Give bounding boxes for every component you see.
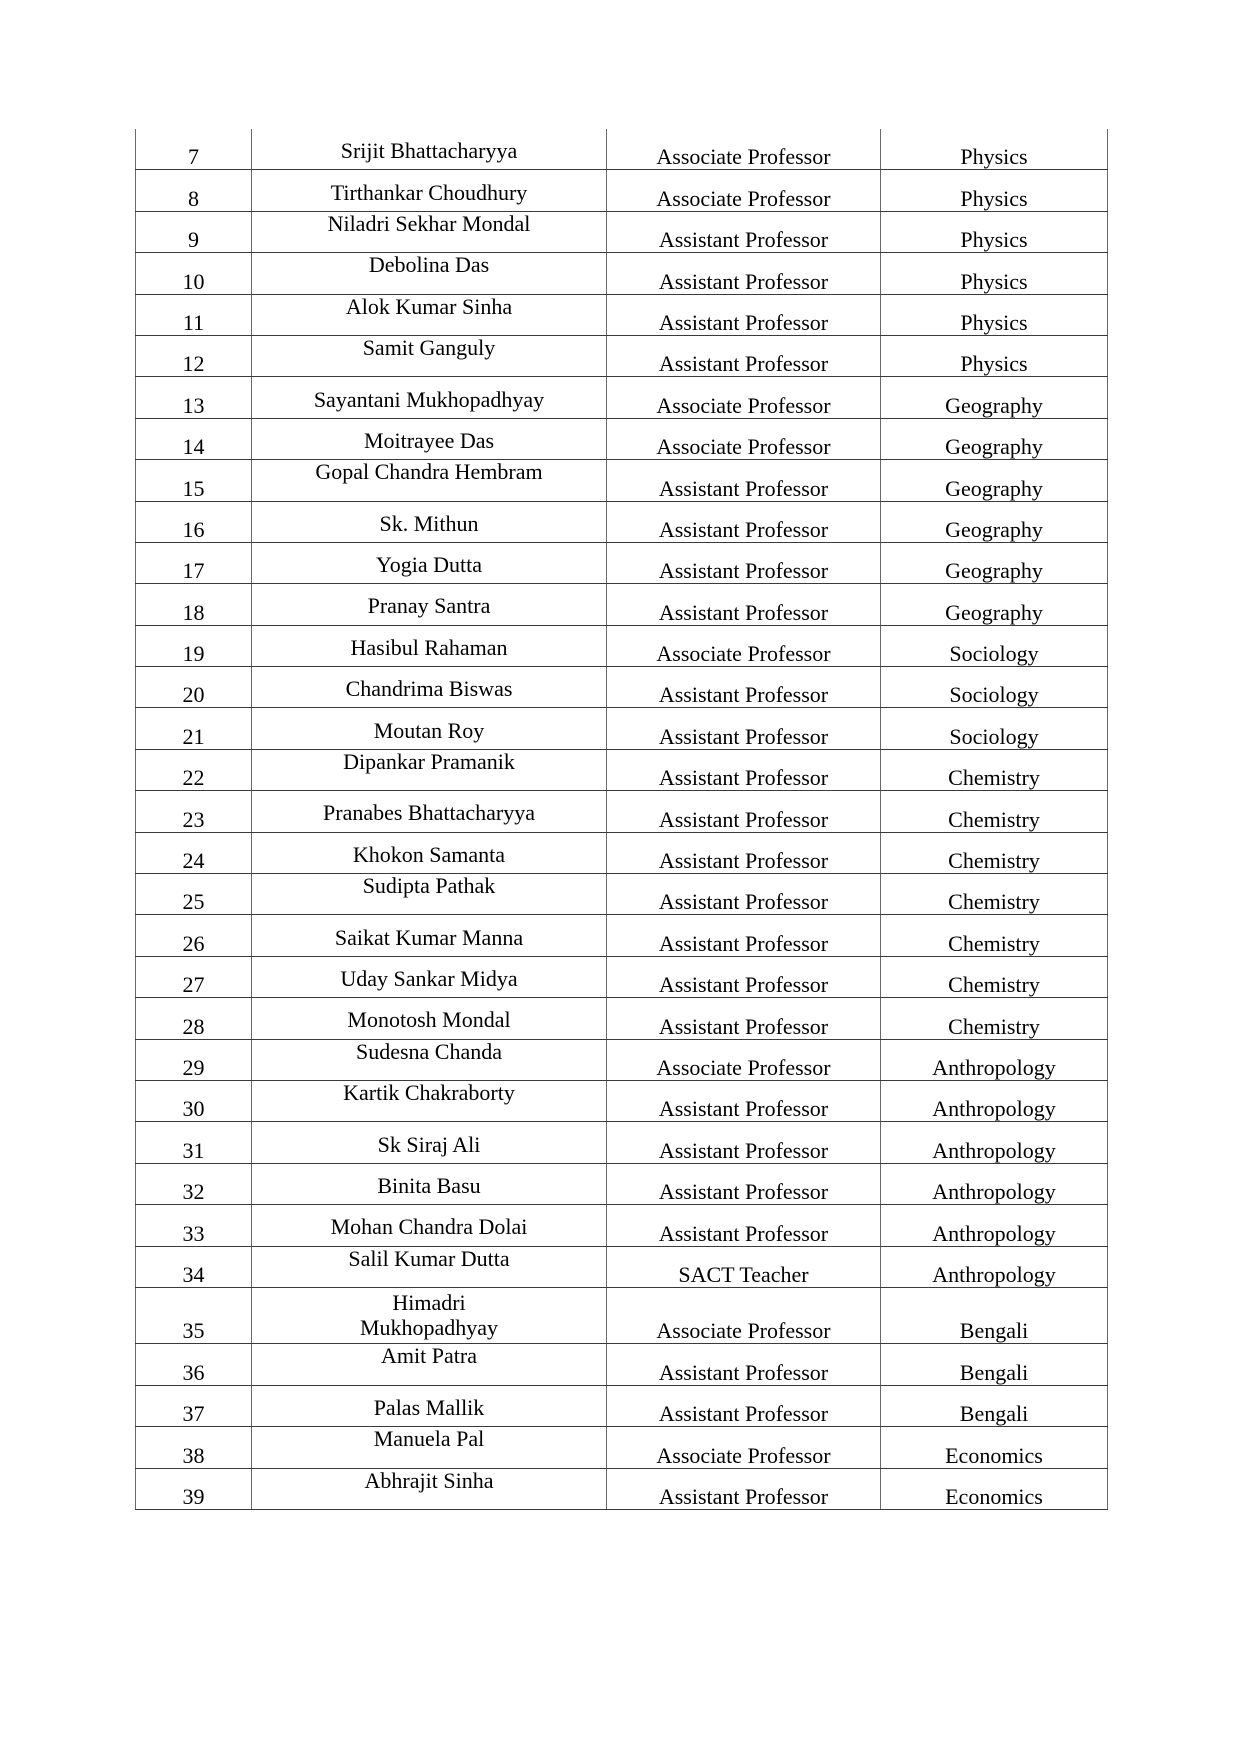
table-row xyxy=(136,749,1108,790)
designation-text: Assistant Professor xyxy=(658,599,829,625)
serial-number-text: 39 xyxy=(182,1484,205,1509)
table-row xyxy=(136,1385,1108,1426)
department-cell xyxy=(881,377,1108,418)
designation-cell xyxy=(607,584,881,625)
table-row xyxy=(136,915,1108,956)
department-text: Geography xyxy=(945,392,1043,418)
name-cell xyxy=(252,1468,607,1509)
department-text: Geography xyxy=(945,434,1043,460)
serial-number-text: 26 xyxy=(182,930,205,956)
designation-cell xyxy=(607,956,881,997)
name-cell xyxy=(252,832,607,873)
designation-cell xyxy=(607,708,881,749)
serial-number-text: 38 xyxy=(182,1442,205,1468)
designation-text: Assistant Professor xyxy=(658,848,829,874)
name-text: Tirthankar Choudhury xyxy=(330,179,528,205)
name-text: Hasibul Rahaman xyxy=(350,634,508,660)
designation-cell xyxy=(607,1427,881,1468)
designation-text: Assistant Professor xyxy=(658,765,829,791)
designation-cell xyxy=(607,377,881,418)
department-cell xyxy=(881,253,1108,294)
designation-cell xyxy=(607,129,881,170)
designation-cell xyxy=(607,335,881,376)
serial-number-cell xyxy=(136,501,252,542)
serial-number-text: 28 xyxy=(182,1013,205,1039)
name-cell xyxy=(252,1122,607,1163)
name-cell xyxy=(252,294,607,335)
designation-cell xyxy=(607,418,881,459)
serial-number-text: 34 xyxy=(182,1261,205,1287)
designation-cell xyxy=(607,211,881,252)
designation-text: Assistant Professor xyxy=(658,682,829,708)
table-row xyxy=(136,1246,1108,1287)
department-text: Geography xyxy=(945,516,1043,542)
name-cell xyxy=(252,874,607,915)
name-cell xyxy=(252,749,607,790)
department-cell xyxy=(881,335,1108,376)
designation-text: Associate Professor xyxy=(656,185,831,211)
serial-number-text: 10 xyxy=(182,268,205,294)
designation-cell xyxy=(607,501,881,542)
table-row xyxy=(136,1344,1108,1385)
designation-text: Assistant Professor xyxy=(658,889,829,915)
designation-text: Assistant Professor xyxy=(658,1013,829,1039)
serial-number-text: 23 xyxy=(182,806,205,832)
serial-number-text: 30 xyxy=(182,1096,205,1122)
department-cell xyxy=(881,542,1108,583)
department-text: Chemistry xyxy=(948,765,1040,791)
designation-text: Assistant Professor xyxy=(658,1096,829,1122)
serial-number-text: 12 xyxy=(182,351,205,377)
designation-cell xyxy=(607,874,881,915)
department-cell xyxy=(881,294,1108,335)
designation-cell xyxy=(607,625,881,666)
designation-text: Associate Professor xyxy=(656,392,831,418)
name-cell xyxy=(252,1080,607,1121)
department-cell xyxy=(881,1080,1108,1121)
department-text: Anthropology xyxy=(932,1179,1056,1205)
name-text: Chandrima Biswas xyxy=(345,676,513,702)
table-row xyxy=(136,1163,1108,1204)
designation-text: Assistant Professor xyxy=(658,723,829,749)
serial-number-cell xyxy=(136,253,252,294)
name-cell xyxy=(252,501,607,542)
designation-cell xyxy=(607,253,881,294)
name-text: Yogia Dutta xyxy=(376,552,482,578)
serial-number-cell xyxy=(136,832,252,873)
designation-cell xyxy=(607,791,881,832)
name-cell xyxy=(252,1163,607,1204)
department-text: Geography xyxy=(945,599,1043,625)
department-text: Physics xyxy=(960,227,1028,253)
designation-text: SACT Teacher xyxy=(678,1261,809,1287)
department-cell xyxy=(881,874,1108,915)
serial-number-cell xyxy=(136,1468,252,1509)
table-row xyxy=(136,1122,1108,1163)
name-cell xyxy=(252,1205,607,1246)
name-text: Amit Patra xyxy=(381,1343,477,1369)
department-cell xyxy=(881,1427,1108,1468)
serial-number-cell xyxy=(136,1080,252,1121)
table-row xyxy=(136,1039,1108,1080)
department-cell xyxy=(881,749,1108,790)
department-text: Bengali xyxy=(959,1401,1029,1427)
name-cell xyxy=(252,791,607,832)
department-cell xyxy=(881,832,1108,873)
serial-number-cell xyxy=(136,1122,252,1163)
designation-cell xyxy=(607,1344,881,1385)
serial-number-cell xyxy=(136,377,252,418)
name-text: Kartik Chakraborty xyxy=(343,1079,515,1105)
department-cell xyxy=(881,418,1108,459)
designation-cell xyxy=(607,749,881,790)
serial-number-text: 15 xyxy=(182,475,205,501)
name-text: Niladri Sekhar Mondal xyxy=(327,210,531,236)
serial-number-text: 7 xyxy=(188,144,199,170)
name-text: Sk Siraj Ali xyxy=(377,1131,481,1157)
serial-number-cell xyxy=(136,211,252,252)
serial-number-cell xyxy=(136,1344,252,1385)
name-text: Alok Kumar Sinha xyxy=(345,293,513,319)
department-text: Bengali xyxy=(959,1318,1029,1344)
department-cell xyxy=(881,791,1108,832)
serial-number-text: 8 xyxy=(188,185,199,211)
serial-number-cell xyxy=(136,791,252,832)
serial-number-text: 29 xyxy=(182,1054,205,1080)
serial-number-cell xyxy=(136,1385,252,1426)
name-cell xyxy=(252,1385,607,1426)
designation-text: Assistant Professor xyxy=(658,1401,829,1427)
designation-cell xyxy=(607,1163,881,1204)
serial-number-cell xyxy=(136,1205,252,1246)
serial-number-cell xyxy=(136,294,252,335)
serial-number-text: 32 xyxy=(182,1179,205,1205)
name-text: Abhrajit Sinha xyxy=(364,1467,494,1493)
name-text: Uday Sankar Midya xyxy=(340,966,518,991)
serial-number-cell xyxy=(136,335,252,376)
name-text: Pranabes Bhattacharyya xyxy=(323,800,535,826)
designation-text: Assistant Professor xyxy=(658,1179,829,1205)
table-row xyxy=(136,791,1108,832)
name-cell xyxy=(252,956,607,997)
department-cell xyxy=(881,1163,1108,1204)
department-text: Chemistry xyxy=(948,1013,1040,1039)
table-row xyxy=(136,667,1108,708)
designation-text: Assistant Professor xyxy=(658,1359,829,1385)
name-text: Moitrayee Das xyxy=(363,427,495,453)
serial-number-cell xyxy=(136,998,252,1039)
name-text: Srijit Bhattacharyya xyxy=(340,138,518,164)
name-text: Debolina Das xyxy=(368,252,490,278)
table-row xyxy=(136,335,1108,376)
table-row xyxy=(136,418,1108,459)
department-text: Physics xyxy=(960,309,1028,335)
department-cell xyxy=(881,956,1108,997)
table-row xyxy=(136,377,1108,418)
serial-number-text: 22 xyxy=(182,765,205,791)
designation-text: Associate Professor xyxy=(656,1318,831,1344)
department-cell xyxy=(881,170,1108,211)
designation-cell xyxy=(607,915,881,956)
designation-text: Associate Professor xyxy=(656,1442,831,1468)
designation-cell xyxy=(607,1205,881,1246)
name-cell xyxy=(252,542,607,583)
table-row xyxy=(136,1287,1108,1344)
serial-number-text: 25 xyxy=(182,889,205,915)
department-text: Chemistry xyxy=(948,889,1040,915)
table-row xyxy=(136,211,1108,252)
serial-number-text: 11 xyxy=(182,309,205,335)
department-text: Physics xyxy=(960,185,1028,211)
department-text: Physics xyxy=(960,268,1028,294)
department-cell xyxy=(881,625,1108,666)
name-cell xyxy=(252,211,607,252)
name-cell xyxy=(252,708,607,749)
serial-number-text: 37 xyxy=(182,1401,205,1427)
table-row xyxy=(136,1468,1108,1509)
department-text: Anthropology xyxy=(932,1261,1056,1287)
department-text: Anthropology xyxy=(932,1096,1056,1122)
name-cell xyxy=(252,170,607,211)
name-text: Sudesna Chanda xyxy=(355,1038,503,1064)
serial-number-cell xyxy=(136,584,252,625)
name-text: Palas Mallik xyxy=(373,1395,485,1421)
department-cell xyxy=(881,584,1108,625)
name-cell xyxy=(252,625,607,666)
department-text: Economics xyxy=(945,1484,1043,1509)
table-row xyxy=(136,501,1108,542)
serial-number-cell xyxy=(136,1039,252,1080)
department-text: Physics xyxy=(960,144,1028,170)
name-cell xyxy=(252,460,607,501)
name-text: Gopal Chandra Hembram xyxy=(315,459,543,485)
department-text: Anthropology xyxy=(932,1054,1056,1080)
table-row xyxy=(136,170,1108,211)
table-row xyxy=(136,956,1108,997)
designation-text: Assistant Professor xyxy=(658,1484,829,1509)
name-cell xyxy=(252,1246,607,1287)
serial-number-text: 35 xyxy=(182,1318,205,1344)
designation-text: Associate Professor xyxy=(656,1054,831,1080)
serial-number-text: 14 xyxy=(182,434,205,460)
serial-number-text: 9 xyxy=(188,227,199,253)
designation-text: Assistant Professor xyxy=(658,1137,829,1163)
designation-cell xyxy=(607,667,881,708)
department-cell xyxy=(881,1468,1108,1509)
name-text: Mohan Chandra Dolai xyxy=(330,1214,528,1240)
table-row xyxy=(136,874,1108,915)
designation-cell xyxy=(607,1385,881,1426)
serial-number-text: 21 xyxy=(182,723,205,749)
table-row xyxy=(136,460,1108,501)
department-cell xyxy=(881,211,1108,252)
serial-number-text: 13 xyxy=(182,392,205,418)
designation-cell xyxy=(607,294,881,335)
designation-cell xyxy=(607,542,881,583)
faculty-table-body xyxy=(136,129,1108,1510)
designation-text: Assistant Professor xyxy=(658,227,829,253)
table-row xyxy=(136,998,1108,1039)
designation-text: Associate Professor xyxy=(656,144,831,170)
name-text: Himadri Mukhopadhyay xyxy=(359,1289,499,1340)
serial-number-text: 24 xyxy=(182,848,205,874)
designation-text: Assistant Professor xyxy=(658,268,829,294)
name-cell xyxy=(252,584,607,625)
designation-cell xyxy=(607,460,881,501)
serial-number-cell xyxy=(136,625,252,666)
table-row xyxy=(136,625,1108,666)
table-row xyxy=(136,294,1108,335)
name-text: Sk. Mithun xyxy=(379,510,479,536)
department-text: Sociology xyxy=(949,682,1039,708)
designation-text: Assistant Professor xyxy=(658,309,829,335)
department-text: Geography xyxy=(945,475,1043,501)
serial-number-cell xyxy=(136,708,252,749)
department-text: Anthropology xyxy=(932,1137,1056,1163)
name-text: Manuela Pal xyxy=(373,1426,485,1452)
department-text: Chemistry xyxy=(948,806,1040,832)
name-text: Monotosh Mondal xyxy=(347,1007,511,1033)
department-text: Bengali xyxy=(959,1359,1029,1385)
table-row xyxy=(136,832,1108,873)
table-row xyxy=(136,708,1108,749)
name-cell xyxy=(252,335,607,376)
serial-number-cell xyxy=(136,956,252,997)
department-cell xyxy=(881,998,1108,1039)
department-text: Geography xyxy=(945,558,1043,584)
name-cell xyxy=(252,129,607,170)
department-text: Sociology xyxy=(949,723,1039,749)
faculty-table xyxy=(135,129,1108,1510)
department-cell xyxy=(881,460,1108,501)
designation-cell xyxy=(607,1246,881,1287)
table-row xyxy=(136,584,1108,625)
serial-number-cell xyxy=(136,129,252,170)
table-row xyxy=(136,129,1108,170)
designation-text: Assistant Professor xyxy=(658,475,829,501)
name-text: Salil Kumar Dutta xyxy=(348,1245,510,1271)
department-cell xyxy=(881,1385,1108,1426)
department-text: Anthropology xyxy=(932,1220,1056,1246)
name-text: Khokon Samanta xyxy=(352,841,506,867)
name-cell xyxy=(252,1427,607,1468)
table-row xyxy=(136,1427,1108,1468)
department-cell xyxy=(881,1287,1108,1344)
name-text: Sudipta Pathak xyxy=(362,873,496,899)
designation-cell xyxy=(607,1080,881,1121)
designation-cell xyxy=(607,1039,881,1080)
designation-cell xyxy=(607,170,881,211)
name-cell xyxy=(252,377,607,418)
table-row xyxy=(136,253,1108,294)
department-cell xyxy=(881,129,1108,170)
department-cell xyxy=(881,667,1108,708)
name-text: Pranay Santra xyxy=(367,593,491,619)
name-cell xyxy=(252,915,607,956)
designation-text: Associate Professor xyxy=(656,434,831,460)
name-text: Dipankar Pramanik xyxy=(343,748,515,774)
department-cell xyxy=(881,708,1108,749)
department-cell xyxy=(881,1246,1108,1287)
serial-number-text: 16 xyxy=(182,516,205,542)
name-cell xyxy=(252,998,607,1039)
department-cell xyxy=(881,1205,1108,1246)
serial-number-text: 36 xyxy=(182,1359,205,1385)
name-text: Saikat Kumar Manna xyxy=(334,924,524,950)
name-text: Moutan Roy xyxy=(373,717,485,743)
designation-text: Assistant Professor xyxy=(658,972,829,998)
serial-number-cell xyxy=(136,667,252,708)
designation-text: Assistant Professor xyxy=(658,558,829,584)
serial-number-cell xyxy=(136,542,252,583)
name-cell xyxy=(252,418,607,459)
name-cell xyxy=(252,253,607,294)
serial-number-text: 33 xyxy=(182,1220,205,1246)
designation-text: Assistant Professor xyxy=(658,351,829,377)
serial-number-cell xyxy=(136,1287,252,1344)
department-text: Economics xyxy=(945,1442,1043,1468)
serial-number-cell xyxy=(136,1163,252,1204)
designation-cell xyxy=(607,832,881,873)
name-cell xyxy=(252,667,607,708)
department-cell xyxy=(881,1344,1108,1385)
designation-text: Assistant Professor xyxy=(658,806,829,832)
serial-number-cell xyxy=(136,915,252,956)
serial-number-cell xyxy=(136,170,252,211)
name-text: Sayantani Mukhopadhyay xyxy=(313,386,545,412)
serial-number-text: 19 xyxy=(182,641,205,667)
name-text: Samit Ganguly xyxy=(362,334,496,360)
serial-number-text: 27 xyxy=(182,972,205,998)
name-cell xyxy=(252,1039,607,1080)
serial-number-text: 17 xyxy=(182,558,205,584)
serial-number-text: 20 xyxy=(182,682,205,708)
serial-number-cell xyxy=(136,1246,252,1287)
designation-text: Assistant Professor xyxy=(658,516,829,542)
department-cell xyxy=(881,1039,1108,1080)
department-text: Chemistry xyxy=(948,930,1040,956)
name-cell xyxy=(252,1287,607,1344)
department-cell xyxy=(881,915,1108,956)
department-text: Physics xyxy=(960,351,1028,377)
department-cell xyxy=(881,501,1108,542)
designation-cell xyxy=(607,1468,881,1509)
designation-text: Associate Professor xyxy=(656,641,831,667)
name-text: Binita Basu xyxy=(377,1172,481,1198)
table-row xyxy=(136,1205,1108,1246)
designation-cell xyxy=(607,1122,881,1163)
designation-text: Assistant Professor xyxy=(658,1220,829,1246)
serial-number-text: 18 xyxy=(182,599,205,625)
department-text: Chemistry xyxy=(948,972,1040,998)
department-text: Chemistry xyxy=(948,848,1040,874)
table-row xyxy=(136,1080,1108,1121)
serial-number-cell xyxy=(136,874,252,915)
designation-text: Assistant Professor xyxy=(658,930,829,956)
designation-cell xyxy=(607,1287,881,1344)
serial-number-text: 31 xyxy=(182,1137,205,1163)
department-cell xyxy=(881,1122,1108,1163)
serial-number-cell xyxy=(136,418,252,459)
name-cell xyxy=(252,1344,607,1385)
designation-cell xyxy=(607,998,881,1039)
department-text: Sociology xyxy=(949,641,1039,667)
table-row xyxy=(136,542,1108,583)
serial-number-cell xyxy=(136,1427,252,1468)
serial-number-cell xyxy=(136,749,252,790)
serial-number-cell xyxy=(136,460,252,501)
